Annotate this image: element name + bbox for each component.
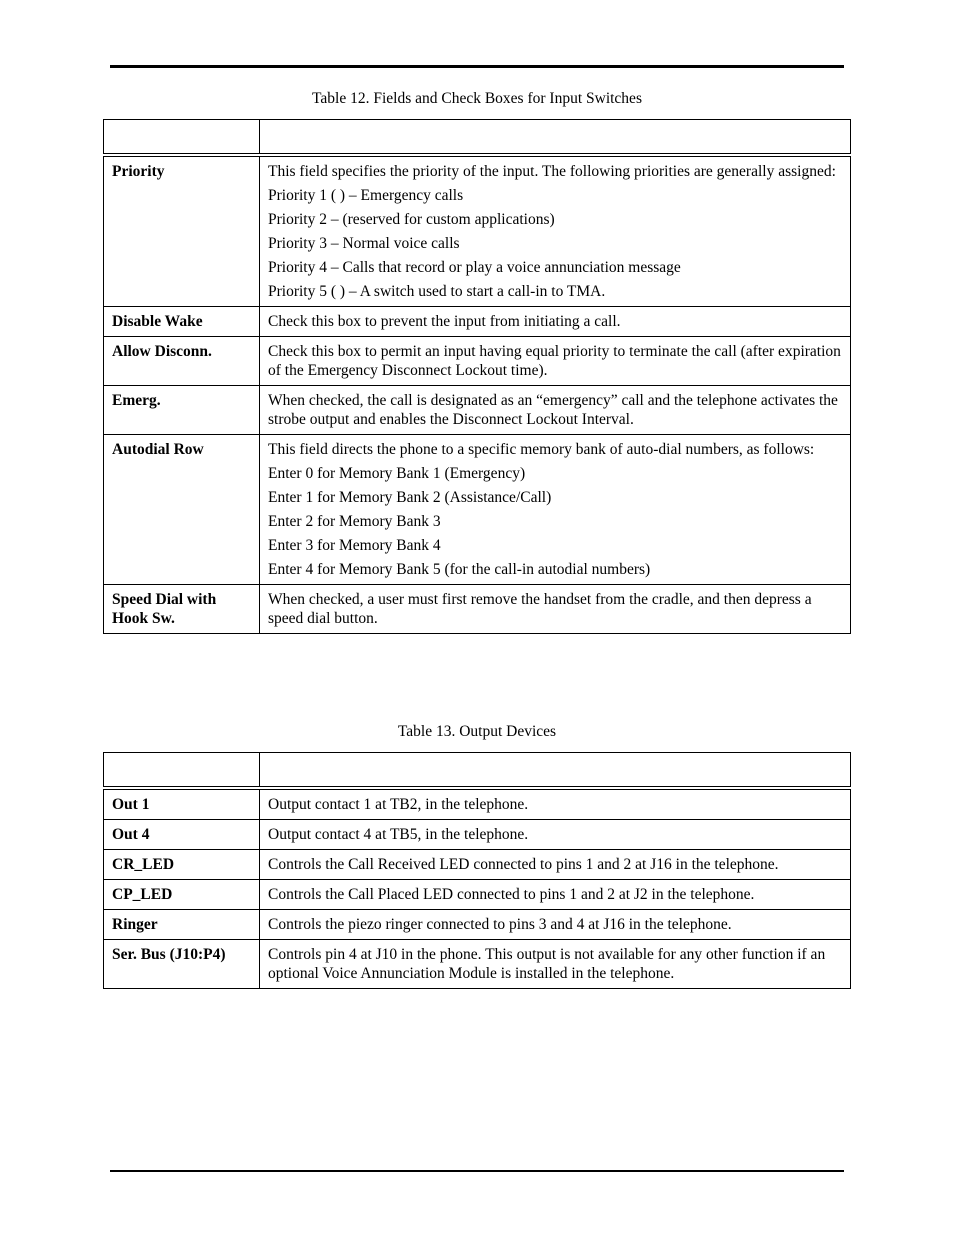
field-description — [260, 435, 851, 585]
field-description — [260, 585, 851, 634]
field-name: Speed Dial with Hook Sw. — [104, 585, 260, 634]
device-description: Output contact 1 at TB2, in the telephone. — [260, 788, 851, 820]
table-12-caption: Table 12. Fields and Check Boxes for Input Switches — [312, 90, 642, 107]
device-name: CP_LED — [104, 880, 260, 910]
description-line: Priority 2 – (reserved for custom applications) — [268, 211, 555, 228]
description-line: When checked, the call is designated as an “emergency” call and the telephone activates the strobe output and enables the Disconnect Lockout Interval. — [268, 392, 838, 428]
table-row — [104, 820, 851, 850]
description-line: Priority 3 – Normal voice calls — [268, 235, 460, 252]
header-rule — [110, 65, 844, 68]
table-row — [104, 880, 851, 910]
device-name: Out 4 — [104, 820, 260, 850]
device-name: Out 1 — [104, 788, 260, 820]
field-name: Allow Disconn. — [104, 337, 260, 386]
field-description — [260, 337, 851, 386]
table-header-row — [104, 753, 851, 789]
output-devices-table — [103, 752, 851, 989]
table-row — [104, 307, 851, 337]
table-row — [104, 940, 851, 989]
description-line: Enter 4 for Memory Bank 5 (for the call-in autodial numbers) — [268, 561, 651, 578]
table-row — [104, 788, 851, 820]
device-name: Ringer — [104, 910, 260, 940]
field-description — [260, 386, 851, 435]
table-13-caption: Table 13. Output Devices — [397, 723, 557, 740]
device-description: Output contact 4 at TB5, in the telephone. — [260, 820, 851, 850]
description-line: Enter 0 for Memory Bank 1 (Emergency) — [268, 465, 526, 482]
header-cell-device — [104, 753, 260, 789]
table-row — [104, 910, 851, 940]
table-row — [104, 435, 851, 585]
device-name: CR_LED — [104, 850, 260, 880]
field-name: Priority — [104, 155, 260, 307]
description-line: This field specifies the priority of the input. The following priorities are generally assigned: — [268, 163, 836, 180]
device-description: Controls the Call Received LED connected to pins 1 and 2 at J16 in the telephone. — [260, 850, 851, 880]
field-description — [260, 155, 851, 307]
table-row — [104, 585, 851, 634]
description-line: Enter 2 for Memory Bank 3 — [268, 513, 441, 530]
description-line: Enter 3 for Memory Bank 4 — [268, 537, 441, 554]
header-cell-description — [260, 120, 851, 156]
device-name: Ser. Bus (J10:P4) — [104, 940, 260, 989]
description-line: This field directs the phone to a specific memory bank of auto-dial numbers, as follows: — [268, 441, 815, 458]
table-row — [104, 337, 851, 386]
device-description: Controls pin 4 at J10 in the phone. This output is not available for any other function if an optional Voice Annunciation Module is installed in the telephone. — [260, 940, 851, 989]
field-description — [260, 307, 851, 337]
description-line: When checked, a user must first remove the handset from the cradle, and then depress a speed dial button. — [268, 591, 812, 627]
header-cell-description — [260, 753, 851, 789]
description-line: Priority 1 ( ) – Emergency calls — [268, 187, 464, 204]
footer-rule — [110, 1170, 844, 1172]
description-line: Check this box to permit an input having equal priority to terminate the call (after expiration of the Emergency Disconnect Lockout time). — [268, 343, 841, 379]
table-row — [104, 386, 851, 435]
table-row — [104, 850, 851, 880]
description-line: Priority 5 ( ) – A switch used to start a call-in to TMA. — [268, 283, 606, 300]
input-switches-table — [103, 119, 851, 634]
description-line: Enter 1 for Memory Bank 2 (Assistance/Call) — [268, 489, 552, 506]
table-header-row — [104, 120, 851, 156]
header-cell-field — [104, 120, 260, 156]
field-name: Autodial Row — [104, 435, 260, 585]
description-line: Priority 4 – Calls that record or play a voice annunciation message — [268, 259, 681, 276]
device-description: Controls the piezo ringer connected to pins 3 and 4 at J16 in the telephone. — [260, 910, 851, 940]
description-line: Check this box to prevent the input from initiating a call. — [268, 313, 621, 330]
field-name: Emerg. — [104, 386, 260, 435]
field-name: Disable Wake — [104, 307, 260, 337]
device-description: Controls the Call Placed LED connected to pins 1 and 2 at J2 in the telephone. — [260, 880, 851, 910]
table-row — [104, 155, 851, 307]
